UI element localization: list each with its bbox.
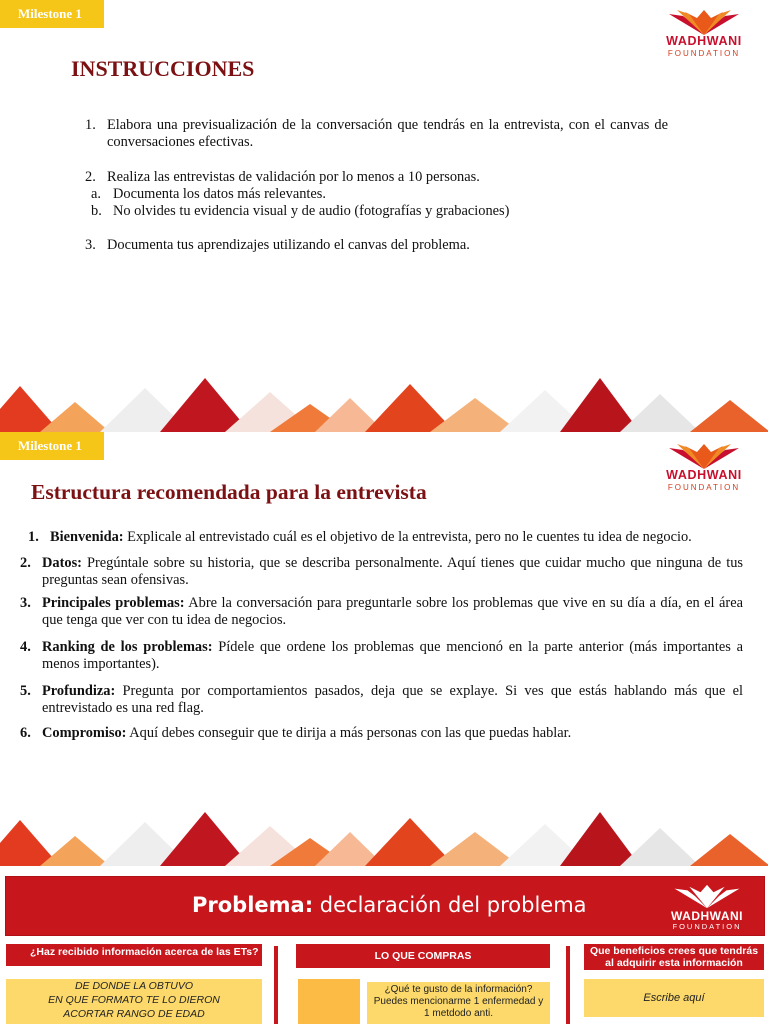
header-line: al adquirir esta información <box>605 957 743 969</box>
item-text: Documenta tus aprendizajes utilizando el canvas del problema. <box>107 237 470 253</box>
wadhwani-logo <box>649 442 759 498</box>
banner-title <box>192 893 587 917</box>
box-line: ¿Qué te gusto de la información? <box>384 984 533 995</box>
item-label: Datos: <box>42 555 82 571</box>
wadhwani-wings-icon <box>667 8 741 36</box>
logo-subtext: FOUNDATION <box>667 49 741 58</box>
banner-title-rest: declaración del problema <box>313 893 587 917</box>
triangle-border-decoration <box>0 376 768 432</box>
list-item <box>20 683 743 717</box>
banner-title-bold: Problema: <box>192 893 314 917</box>
item-letter: b. <box>91 203 102 219</box>
logo-text: WADHWANI <box>666 34 742 48</box>
item-number: 1. <box>85 117 96 133</box>
problem-banner <box>5 876 765 936</box>
slide-problema <box>0 866 768 1024</box>
item-text: Explicale al entrevistado cuál es el objetivo de la entrevista, pero no le cuentes tu idea de negocio. <box>123 529 692 545</box>
column-divider <box>274 946 278 1024</box>
column-header-beneficios <box>584 944 764 970</box>
column-box-escribe[interactable]: Escribe aquí <box>584 979 764 1017</box>
item-label: Bienvenida: <box>50 529 124 545</box>
item-text: Elabora una previsualización de la conversación que tendrás en la entrevista, con el canvas de conversaciones efectivas. <box>107 117 668 150</box>
instructions-list <box>85 117 668 254</box>
wadhwani-wings-icon <box>672 883 742 909</box>
list-item <box>20 639 743 673</box>
column-header-compras: LO QUE COMPRAS <box>296 944 550 968</box>
wadhwani-wings-icon <box>667 442 741 470</box>
item-number: 3. <box>20 595 31 611</box>
list-item <box>20 555 743 589</box>
box-line: EN QUE FORMATO TE LO DIERON <box>48 994 220 1006</box>
column-header-ets: ¿Haz recibido información acerca de las ETs? <box>6 944 262 966</box>
list-item <box>85 117 668 151</box>
logo-text: WADHWANI <box>671 909 743 923</box>
item-number: 3. <box>85 237 96 253</box>
box-line: DE DONDE LA OBTUVO <box>74 980 194 992</box>
item-text: Documenta los datos más relevantes. <box>113 186 326 202</box>
item-text: Pregunta por comportamientos pasados, deja que se explaye. Si ves que estás hablando más que el entrevistado es una red flag. <box>42 683 743 716</box>
wadhwani-logo <box>654 883 760 929</box>
item-label: Compromiso: <box>42 725 127 741</box>
sub-list-item <box>85 186 668 203</box>
column-divider <box>566 946 570 1024</box>
header-line: Que beneficios crees que tendrás <box>589 945 759 957</box>
item-text: Pídele que ordene los problemas que mencionó en la parte anterior (más importantes a menos importantes). <box>42 639 743 672</box>
box-line: 1 metdodo anti. <box>424 1008 493 1019</box>
sub-list-item <box>85 203 668 220</box>
logo-subtext: FOUNDATION <box>667 483 741 492</box>
logo-text: WADHWANI <box>666 468 742 482</box>
milestone-tag: Milestone 1 <box>0 0 104 28</box>
item-text: Realiza las entrevistas de validación por lo menos a 10 personas. <box>107 169 480 185</box>
box-line: ACORTAR RANGO DE EDAD <box>63 1008 205 1020</box>
item-label: Profundiza: <box>42 683 116 699</box>
item-number: 2. <box>20 555 31 571</box>
logo-subtext: FOUNDATION <box>672 922 742 931</box>
list-item <box>20 595 743 629</box>
triangle-border-decoration <box>0 810 768 866</box>
slide-estructura <box>0 432 768 866</box>
list-item <box>85 169 668 186</box>
item-number: 1. <box>28 529 39 545</box>
column-box-gusto[interactable] <box>367 982 550 1024</box>
item-number: 6. <box>20 725 31 741</box>
item-label: Ranking de los problemas: <box>42 639 213 655</box>
column-box-origen[interactable] <box>6 979 262 1024</box>
page-title: INSTRUCCIONES <box>71 56 255 81</box>
box-line: Puedes mencionarme 1 enfermedad y <box>373 996 544 1007</box>
item-text: Aquí debes conseguir que te dirija a más personas con las que puedas hablar. <box>126 725 572 741</box>
list-item <box>28 529 743 546</box>
item-number: 5. <box>20 683 31 699</box>
item-text: Abre la conversación para preguntarle sobre los problemas que vive en su día a día, en el área que tenga que ver con tu idea de negocios. <box>42 595 743 628</box>
wadhwani-logo <box>649 8 759 64</box>
item-number: 2. <box>85 169 96 185</box>
page-title: Estructura recomendada para la entrevista <box>31 480 427 504</box>
item-text: No olvides tu evidencia visual y de audio (fotografías y grabaciones) <box>113 203 510 219</box>
item-text: Pregúntale sobre su historia, que se describa personalmente. Aquí tienes que cuidar mucho que ninguna de tus preguntas sean ofensivas. <box>42 555 743 588</box>
slide-instrucciones <box>0 0 768 432</box>
list-item <box>20 725 743 742</box>
milestone-tag: Milestone 1 <box>0 432 104 460</box>
item-label: Principales problemas: <box>42 595 185 611</box>
column-box-empty[interactable] <box>298 979 360 1024</box>
list-item <box>85 237 668 254</box>
item-letter: a. <box>91 186 101 202</box>
item-number: 4. <box>20 639 31 655</box>
interview-structure-list <box>20 529 743 742</box>
